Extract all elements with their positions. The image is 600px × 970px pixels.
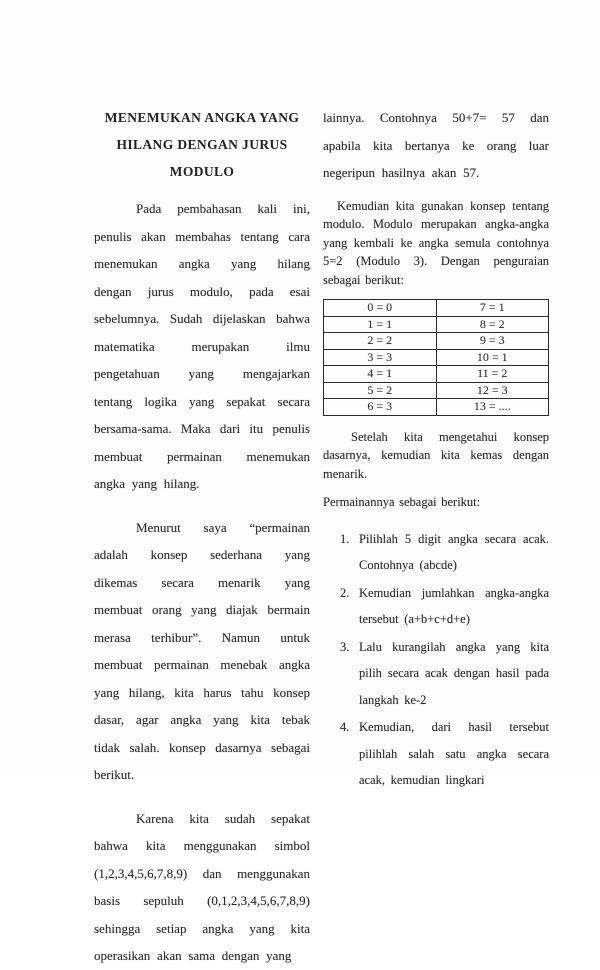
table-cell: 13 = .... — [436, 399, 549, 416]
paragraph-continuation: lainnya. Contohnya 50+7= 57 dan apabila kita bertanya ke orang luar negeripun hasilnya akan 57. — [323, 110, 549, 180]
table-cell: 9 = 3 — [436, 333, 549, 350]
table-cell: 12 = 3 — [436, 382, 549, 399]
table-cell: 2 = 2 — [324, 333, 437, 350]
title-line-1: MENEMUKAN ANGKA YANG — [104, 110, 300, 125]
table-cell: 11 = 2 — [436, 366, 549, 383]
table-cell: 10 = 1 — [436, 349, 549, 366]
right-column — [323, 104, 549, 795]
steps-list — [323, 526, 549, 794]
table-row — [324, 316, 549, 333]
table-row — [324, 333, 549, 350]
document-title — [94, 104, 310, 185]
paragraph-basis: Karena kita sudah sepakat bahwa kita menggunakan simbol (1,2,3,4,5,6,7,8,9) dan menggunakan basis sepuluh (0,1,2,3,4,5,6,7,8,9) sehingga setiap angka yang kita operasikan akan sama dengan yang — [94, 810, 310, 963]
title-line-3: MODULO — [169, 164, 235, 179]
table-row — [324, 382, 549, 399]
table-row — [324, 399, 549, 416]
modulo-table — [323, 299, 549, 416]
table-cell: 7 = 1 — [436, 300, 549, 317]
left-column — [94, 104, 310, 970]
table-cell: 1 = 1 — [324, 316, 437, 333]
table-row — [324, 300, 549, 317]
modulo-table-body — [324, 300, 549, 416]
table-cell: 3 = 3 — [324, 349, 437, 366]
table-cell: 6 = 3 — [324, 399, 437, 416]
table-cell: 4 = 1 — [324, 366, 437, 383]
title-line-2: HILANG DENGAN JURUS — [116, 137, 288, 152]
list-item: 4. Kemudian, dari hasil tersebut pilihlah salah satu angka secara acak, kemudian lingkari — [355, 714, 549, 794]
list-item: 3. Lalu kurangilah angka yang kita pilih secara acak dengan hasil pada langkah ke-2 — [355, 634, 549, 714]
list-item: 2. Kemudian jumlahkan angka-angka tersebut (a+b+c+d+e) — [355, 580, 549, 633]
paragraph-intro: Pada pembahasan kali ini, penulis akan membahas tentang cara menemukan angka yang hilang dengan jurus modulo, pada esai sebelumnya. Sudah dijelaskan bahwa matematika merupakan ilmu pengetahuan yang mengajarkan tentang logika yang sepakat secara bersama-sama. Maka dari itu penulis membuat permainan menemukan angka yang hilang. — [94, 201, 310, 491]
table-cell: 0 = 0 — [324, 300, 437, 317]
paragraph-modulo-concept: Kemudian kita gunakan konsep tentang modulo. Modulo merupakan angka-angka yang kembali ke angka semula contohnya 5=2 (Modulo 3). Dengan penguraian sebagai berikut: — [323, 198, 549, 287]
table-row — [324, 349, 549, 366]
paragraph-quote: Menurut saya “permainan adalah konsep sederhana yang dikemas secara menarik yang membuat orang yang diajak bermain merasa terhibur”. Namun untuk membuat permainan menebak angka yang hilang, kita harus tahu konsep dasar, agar angka yang kita tebak tidak salah. konsep dasarnya sebagai berikut. — [94, 519, 310, 782]
paragraph-after-table: Setelah kita mengetahui konsep dasarnya, kemudian kita kemas dengan menarik. — [323, 429, 549, 481]
table-cell: 8 = 2 — [436, 316, 549, 333]
paragraph-game-intro: Permainannya sebagai berikut: — [323, 495, 481, 509]
list-item: 1. Pilihlah 5 digit angka secara acak. Contohnya (abcde) — [355, 526, 549, 579]
table-row — [324, 366, 549, 383]
table-cell: 5 = 2 — [324, 382, 437, 399]
